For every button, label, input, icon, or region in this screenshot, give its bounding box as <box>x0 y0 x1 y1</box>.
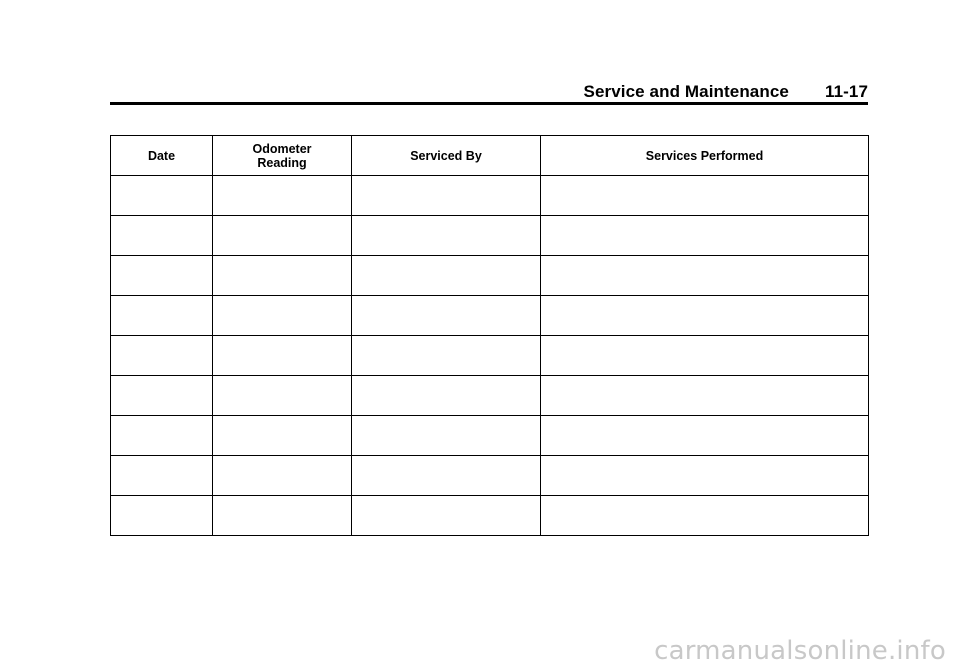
date-cell <box>111 216 213 256</box>
column-header-odometer-reading <box>213 136 352 176</box>
table-row <box>111 176 869 216</box>
services-performed-cell <box>541 496 869 536</box>
header-rule <box>110 102 868 105</box>
watermark: carmanualsonline.info <box>654 636 946 666</box>
serviced-by-cell <box>352 376 541 416</box>
column-header-services-performed: Services Performed <box>541 136 869 176</box>
services-performed-cell <box>541 416 869 456</box>
date-cell <box>111 376 213 416</box>
odometer-cell <box>213 296 352 336</box>
serviced-by-cell <box>352 416 541 456</box>
date-cell <box>111 496 213 536</box>
odometer-cell <box>213 376 352 416</box>
odometer-cell <box>213 456 352 496</box>
table-row <box>111 336 869 376</box>
table-row <box>111 496 869 536</box>
odometer-cell <box>213 416 352 456</box>
date-cell <box>111 456 213 496</box>
table-row <box>111 256 869 296</box>
page-header <box>110 80 868 104</box>
table-row <box>111 216 869 256</box>
services-performed-cell <box>541 456 869 496</box>
services-performed-cell <box>541 256 869 296</box>
services-performed-cell <box>541 336 869 376</box>
odometer-cell <box>213 216 352 256</box>
column-header-serviced-by: Serviced By <box>352 136 541 176</box>
services-performed-cell <box>541 296 869 336</box>
date-cell <box>111 416 213 456</box>
odometer-cell <box>213 256 352 296</box>
table-row <box>111 456 869 496</box>
services-performed-cell <box>541 216 869 256</box>
services-performed-cell <box>541 176 869 216</box>
table-row <box>111 416 869 456</box>
serviced-by-cell <box>352 256 541 296</box>
date-cell <box>111 256 213 296</box>
maintenance-log-table <box>110 135 869 536</box>
header-text <box>584 82 868 102</box>
column-header-date: Date <box>111 136 213 176</box>
odometer-cell <box>213 336 352 376</box>
services-performed-cell <box>541 376 869 416</box>
serviced-by-cell <box>352 216 541 256</box>
odometer-cell <box>213 176 352 216</box>
date-cell <box>111 296 213 336</box>
serviced-by-cell <box>352 496 541 536</box>
table-header <box>111 136 869 176</box>
serviced-by-cell <box>352 176 541 216</box>
serviced-by-cell <box>352 336 541 376</box>
date-cell <box>111 336 213 376</box>
table-row <box>111 376 869 416</box>
table-body <box>111 176 869 536</box>
odometer-cell <box>213 496 352 536</box>
serviced-by-cell <box>352 456 541 496</box>
odometer-reading-label: Odometer Reading <box>252 141 312 170</box>
page-number: 11-17 <box>824 82 868 101</box>
header-row <box>111 136 869 176</box>
table-row <box>111 296 869 336</box>
serviced-by-cell <box>352 296 541 336</box>
date-cell <box>111 176 213 216</box>
section-title: Service and Maintenance <box>583 82 789 101</box>
